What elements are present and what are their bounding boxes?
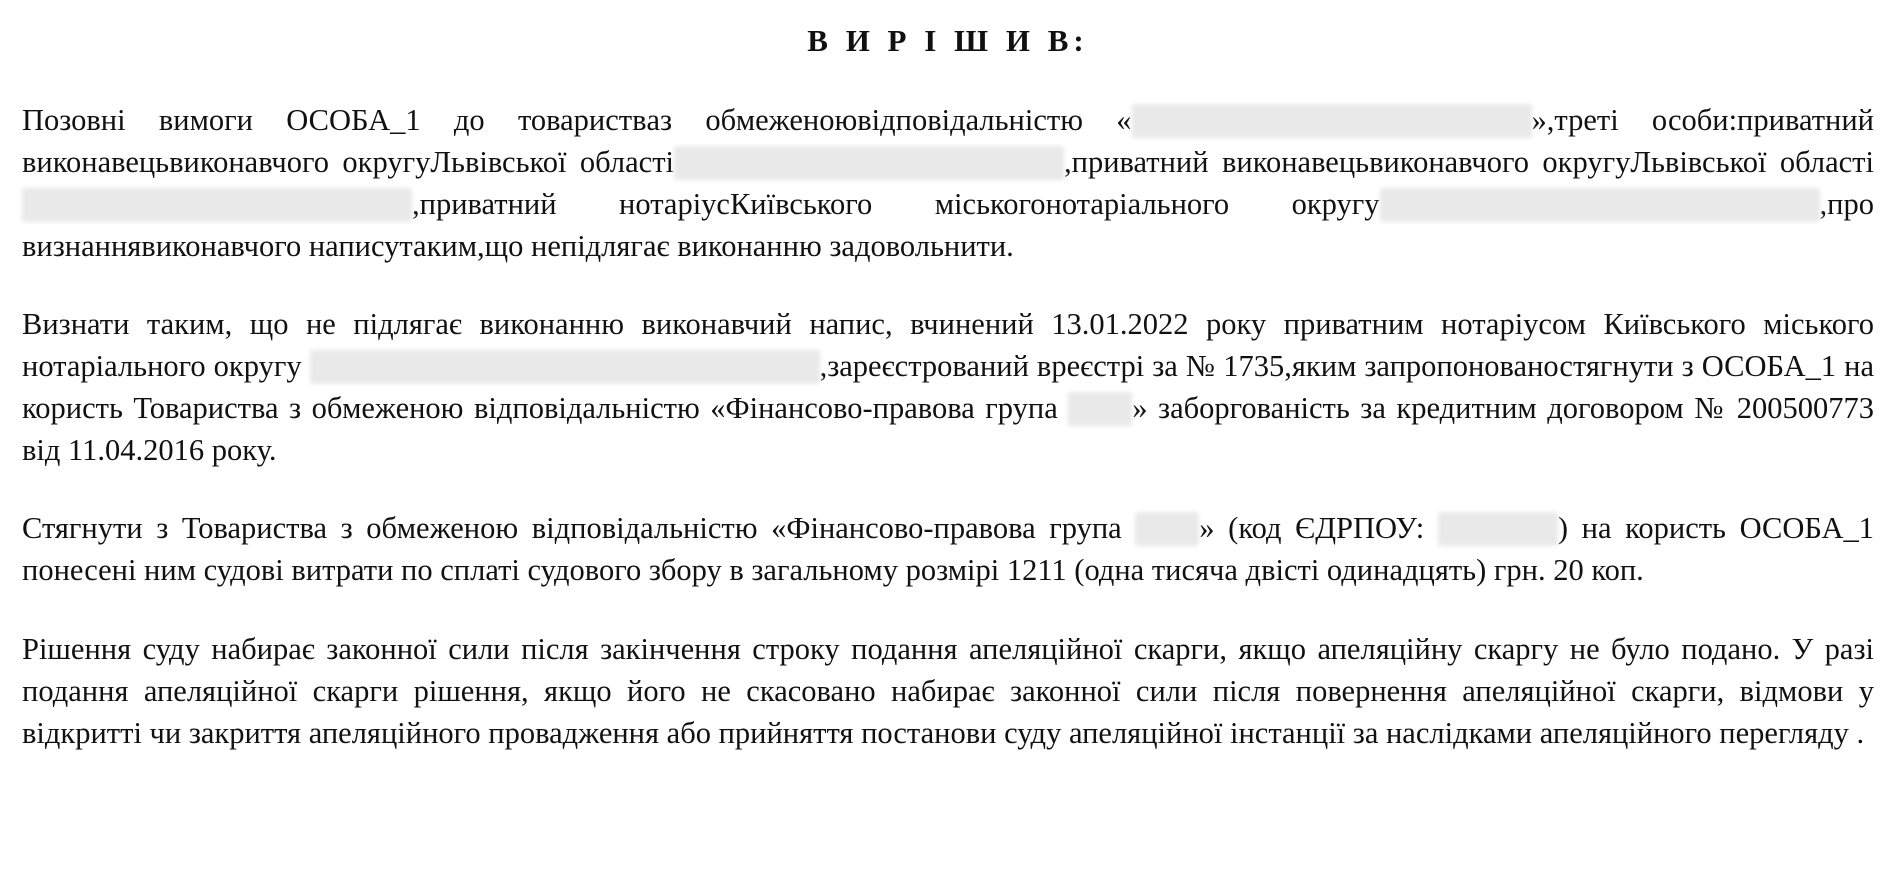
paragraph-text: Визнати таким, що не підлягає виконанню виконавчий напис, вчинений 13.01.2022 року приватним нотаріусом Київського міського нотаріального округу xyxy=(22,307,1874,383)
paragraph-claims-granted xyxy=(22,99,1874,267)
redacted-group-name xyxy=(1135,512,1199,546)
paragraph-text: Позовні вимоги ОСОБА_1 до товариствaз обмеженоювідповідальністю « xyxy=(22,103,1132,137)
paragraph-text: Стягнути з Товариства з обмеженою відповідальністю «Фінансово-правова група xyxy=(22,511,1136,545)
paragraph-text: » (код ЄДРПОУ: xyxy=(1199,511,1438,545)
paragraph-text: ,приватний виконавецьвиконавчого округуЛьвівської області xyxy=(1064,145,1874,179)
paragraph-text: » заборгованість за кредитним договором № 200500773 від 11.04.2016 року. xyxy=(22,391,1874,467)
paragraph-text: ) на користь ОСОБА_1 понесені ним судові витрати по сплаті судового збору в загальному розмірі 1211 (одна тисяча двісті одинадцять) грн. 20 коп. xyxy=(22,511,1874,587)
redacted-executor-name-2 xyxy=(22,188,412,222)
decision-heading: В И Р І Ш И В: xyxy=(807,23,1089,58)
paragraph-text: ,зареєстрований вреєстрі за № 1735,яким запропонованостягнути з ОСОБА_1 на користь Товариства з обмеженою відповідальністю «Фінансово-правова група xyxy=(22,349,1874,425)
redacted-notary-name xyxy=(1380,188,1820,222)
paragraph-court-costs xyxy=(22,507,1874,591)
paragraph-text: ,приватний нотаріусКиївського міськогонотаріального округу xyxy=(412,187,1380,221)
paragraph-text: ,про визнаннявиконавчого написутаким,що непідлягає виконанню задовольнити. xyxy=(22,187,1874,263)
redacted-edrpou-code xyxy=(1438,512,1558,546)
document-page xyxy=(22,0,1874,754)
paragraph-entry-into-force xyxy=(22,628,1874,754)
paragraph-writ-invalid xyxy=(22,303,1874,471)
paragraph-text: Рішення суду набирає законної сили після закінчення строку подання апеляційної скарги, якщо апеляційну скаргу не було подано. У разі подання апеляційної скарги рішення, якщо його не скасовано набирає законної сили після повернення апеляційної скарги, відмови у відкритті чи закриття апеляційного провадження або прийняття постанови суду апеляційної інстанції за наслідками апеляційного перегляду . xyxy=(22,632,1874,750)
redacted-executor-name-1 xyxy=(674,146,1064,180)
paragraph-text: »,треті особи:приватний виконавецьвиконавчого округуЛьвівської області xyxy=(22,103,1874,179)
redacted-group-name xyxy=(1068,392,1132,426)
redacted-notary-name xyxy=(310,350,820,384)
redacted-company-name xyxy=(1132,104,1532,138)
